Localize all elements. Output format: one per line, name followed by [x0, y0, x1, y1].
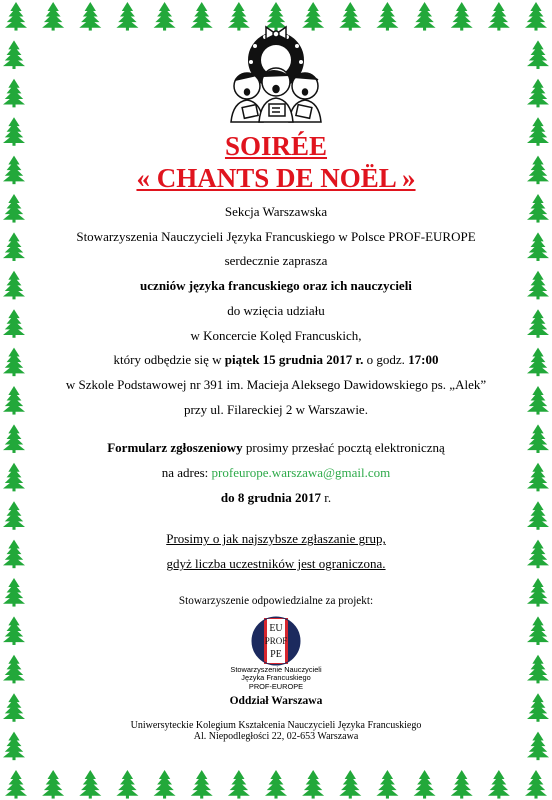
- tree-icon: [527, 693, 549, 722]
- responsible-text: Stowarzyszenie odpowiedzialne za projekt:: [178, 594, 374, 607]
- poster-content: [40, 24, 512, 743]
- tree-icon: [5, 2, 27, 31]
- logo-caption-3: PROF-EUROPE: [248, 681, 304, 691]
- postal-address: Al. Niepodległości 22, 02-653 Warszawa: [193, 731, 359, 743]
- tree-icon: [527, 578, 549, 607]
- street-text: przy ul. Filareckiej 2 w Warszawie.: [184, 401, 368, 417]
- form-label: Formularz zgłoszeniowy: [107, 440, 243, 456]
- address-prefix: na adres:: [161, 465, 212, 481]
- tree-icon: [3, 309, 25, 338]
- tree-icon: [3, 117, 25, 146]
- form-rest: prosimy przesłać pocztą elektroniczną: [242, 440, 445, 456]
- event-date: piątek 15 grudnia 2017 r.: [224, 352, 364, 368]
- tree-icon: [3, 693, 25, 722]
- when-prefix: który odbędzie się w: [113, 352, 225, 368]
- when-mid: o godz.: [363, 352, 409, 368]
- deadline-text: [40, 486, 512, 511]
- tree-icon: [527, 348, 549, 377]
- tree-icon: [527, 424, 549, 453]
- event-when: [40, 348, 512, 373]
- tree-icon: [3, 578, 25, 607]
- tree-icon: [42, 770, 64, 799]
- logo-letters-2: PROF: [264, 635, 288, 646]
- tree-icon: [3, 424, 25, 453]
- tree-icon: [339, 770, 361, 799]
- tree-icon: [3, 232, 25, 261]
- logo-caption-2: Języka Francuskiego: [241, 673, 311, 683]
- tree-icon: [527, 156, 549, 185]
- tree-icon: [5, 770, 27, 799]
- tree-icon: [451, 770, 473, 799]
- tree-icon: [191, 770, 213, 799]
- tree-icon: [3, 463, 25, 492]
- invite-text: serdecznie zaprasza: [224, 253, 328, 269]
- tree-icon: [79, 770, 101, 799]
- tree-icon: [302, 770, 324, 799]
- tree-icon: [527, 271, 549, 300]
- email-line: [40, 461, 512, 486]
- tree-icon: [527, 194, 549, 223]
- email-link[interactable]: profeurope.warszawa@gmail.com: [211, 465, 391, 481]
- singers-icon: [231, 68, 321, 122]
- participate-text: do wzięcia udziału: [227, 302, 325, 318]
- tree-icon: [116, 770, 138, 799]
- tree-icon: [527, 232, 549, 261]
- tree-icon: [525, 770, 547, 799]
- logo-caption-1: Stowarzyszenie Nauczycieli: [230, 664, 322, 674]
- tree-icon: [527, 655, 549, 684]
- tree-icon: [3, 194, 25, 223]
- association-name: Stowarzyszenia Nauczycieli Języka Francuskiego w Polsce PROF-EUROPE: [76, 228, 476, 244]
- tree-icon: [3, 40, 25, 69]
- logo-letters-1: EU: [269, 622, 283, 634]
- prof-europe-logo: [251, 616, 301, 666]
- section-name: Sekcja Warszawska: [224, 204, 328, 219]
- tree-icon: [488, 770, 510, 799]
- tree-icon: [525, 2, 547, 31]
- logo-letters-3: PE: [270, 648, 282, 660]
- tree-icon: [3, 540, 25, 569]
- deadline-rest: r.: [320, 489, 332, 505]
- tree-icon: [3, 348, 25, 377]
- tree-icon: [527, 501, 549, 530]
- tree-icon: [228, 770, 250, 799]
- audience-text: uczniów języka francuskiego oraz ich nauczycieli: [140, 278, 412, 294]
- tree-icon: [3, 501, 25, 530]
- tree-icon: [3, 616, 25, 645]
- tree-icon: [414, 770, 436, 799]
- venue-text: w Szkole Podstawowej nr 391 im. Macieja Aleksego Dawidowskiego ps. „Alek”: [65, 376, 487, 392]
- branch-name: Oddział Warszawa: [229, 695, 323, 708]
- tree-icon: [527, 616, 549, 645]
- request-line-1: Prosimy o jak najszybsze zgłaszanie grup,: [166, 531, 386, 547]
- tree-icon: [527, 386, 549, 415]
- carol-singers-illustration: [221, 24, 331, 124]
- title-line-1: SOIRÉE: [224, 131, 328, 161]
- college-name: Uniwersyteckie Kolegium Kształcenia Nauczycieli Języka Francuskiego: [130, 719, 422, 731]
- tree-icon: [265, 770, 287, 799]
- tree-icon: [527, 79, 549, 108]
- tree-icon: [3, 386, 25, 415]
- deadline-date: do 8 grudnia 2017: [220, 489, 321, 505]
- tree-icon: [154, 770, 176, 799]
- tree-icon: [3, 79, 25, 108]
- tree-icon: [527, 540, 549, 569]
- tree-icon: [376, 770, 398, 799]
- tree-icon: [527, 732, 549, 761]
- form-text: [40, 436, 512, 461]
- tree-icon: [3, 271, 25, 300]
- tree-icon: [527, 117, 549, 146]
- concert-text: w Koncercie Kolęd Francuskich,: [190, 327, 362, 343]
- tree-icon: [3, 732, 25, 761]
- tree-icon: [3, 655, 25, 684]
- tree-icon: [527, 40, 549, 69]
- tree-icon: [527, 309, 549, 338]
- tree-icon: [3, 156, 25, 185]
- tree-icon: [527, 463, 549, 492]
- title-line-2: « CHANTS DE NOËL »: [136, 163, 416, 193]
- event-time: 17:00: [408, 352, 439, 368]
- request-line-2: gdyż liczba uczestników jest ograniczona.: [166, 556, 386, 572]
